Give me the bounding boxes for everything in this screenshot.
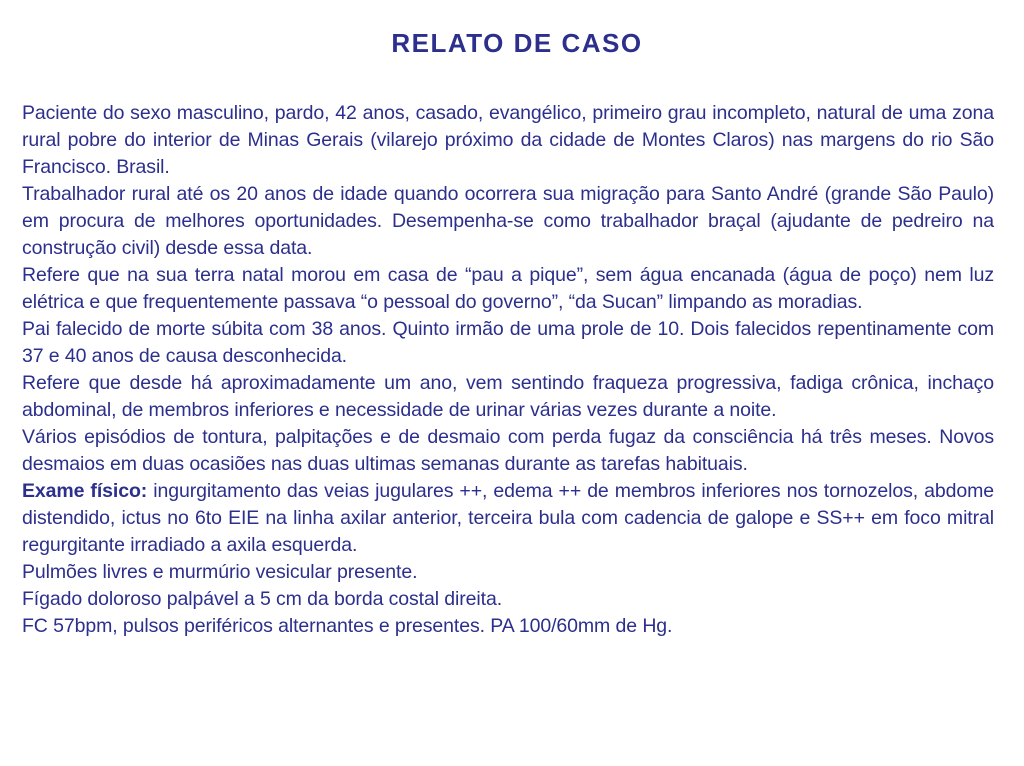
page-title: RELATO DE CASO: [391, 28, 643, 58]
physical-exam-text: ingurgitamento das veias jugulares ++, edema ++ de membros inferiores nos tornozelos, abdome distendido, ictus no 6to EIE na linha axilar anterior, terceira bula com cadencia de galope e SS++ em foco mitral regurgitante irradiado a axila esquerda.: [22, 480, 995, 556]
case-text: [22, 100, 994, 640]
paragraph-lungs: Pulmões livres e murmúrio vesicular presente.: [22, 561, 418, 583]
paragraph-occupation: Trabalhador rural até os 20 anos de idade quando ocorrera sua migração para Santo André (grande São Paulo) em procura de melhores oportunidades. Desempenha-se como trabalhador braçal (ajudante de pedreiro na construção civil) desde essa data.: [22, 183, 994, 259]
paragraph-patient-identification: Paciente do sexo masculino, pardo, 42 anos, casado, evangélico, primeiro grau incompleto, natural de uma zona rural pobre do interior de Minas Gerais (vilarejo próximo da cidade de Montes Claros) nas margens do rio São Francisco. Brasil.: [22, 102, 994, 178]
paragraph-syncope: Vários episódios de tontura, palpitações e de desmaio com perda fugaz da consciência há três meses. Novos desmaios em duas ocasiões nas duas ultimas semanas durante as tarefas habituais.: [22, 426, 994, 475]
paragraph-symptoms: Refere que desde há aproximadamente um ano, vem sentindo fraqueza progressiva, fadiga crônica, inchaço abdominal, de membros inferiores e necessidade de urinar várias vezes durante a noite.: [22, 372, 994, 421]
physical-exam-label: Exame físico:: [22, 480, 148, 502]
paragraph-family-history: Pai falecido de morte súbita com 38 anos. Quinto irmão de uma prole de 10. Dois falecidos repentinamente com 37 e 40 anos de causa desconhecida.: [22, 318, 994, 367]
paragraph-physical-exam: [22, 478, 994, 559]
paragraph-housing: Refere que na sua terra natal morou em casa de “pau a pique”, sem água encanada (água de poço) nem luz elétrica e que frequentemente passava “o pessoal do governo”, “da Sucan” limpando as moradias.: [22, 264, 994, 313]
paragraph-liver: Fígado doloroso palpável a 5 cm da borda costal direita.: [22, 588, 503, 610]
paragraph-vitals: FC 57bpm, pulsos periféricos alternantes e presentes. PA 100/60mm de Hg.: [22, 615, 673, 637]
